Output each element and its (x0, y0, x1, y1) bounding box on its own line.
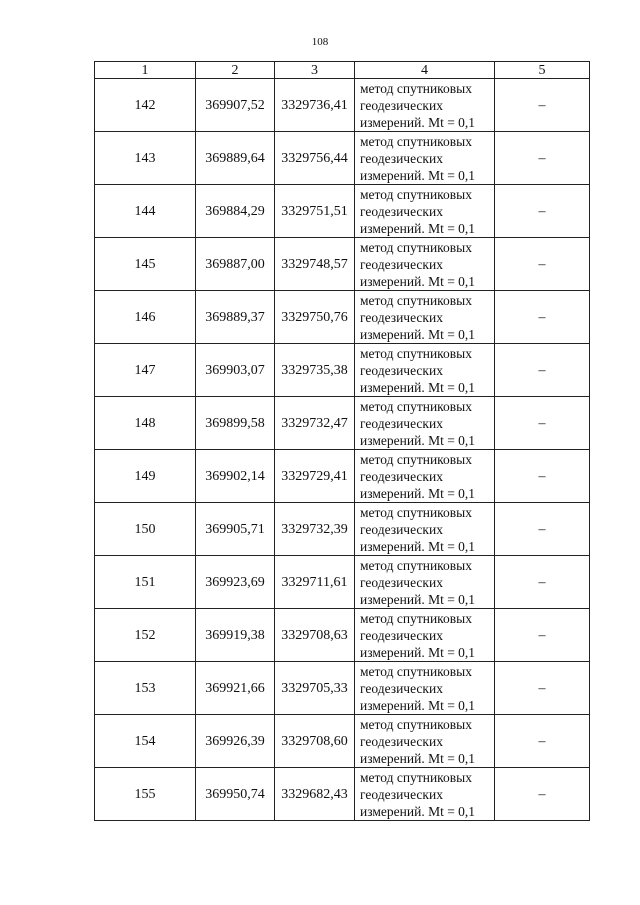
column-header-3: 3 (275, 62, 355, 79)
x-coordinate-cell: 369902,14 (196, 450, 275, 503)
note-cell: – (495, 132, 590, 185)
table-row (95, 768, 590, 821)
note-cell: – (495, 79, 590, 132)
note-cell: – (495, 662, 590, 715)
x-coordinate-cell: 369903,07 (196, 344, 275, 397)
method-cell: метод спутниковых геодезических измерений. Mt = 0,1 (355, 768, 495, 821)
method-cell: метод спутниковых геодезических измерений. Mt = 0,1 (355, 132, 495, 185)
table-row (95, 662, 590, 715)
method-cell: метод спутниковых геодезических измерений. Mt = 0,1 (355, 503, 495, 556)
x-coordinate-cell: 369887,00 (196, 238, 275, 291)
table-row (95, 344, 590, 397)
method-cell: метод спутниковых геодезических измерений. Mt = 0,1 (355, 397, 495, 450)
method-cell: метод спутниковых геодезических измерений. Mt = 0,1 (355, 662, 495, 715)
y-coordinate-cell: 3329708,63 (275, 609, 355, 662)
y-coordinate-cell: 3329750,76 (275, 291, 355, 344)
y-coordinate-cell: 3329711,61 (275, 556, 355, 609)
method-cell: метод спутниковых геодезических измерений. Mt = 0,1 (355, 238, 495, 291)
column-header-2: 2 (196, 62, 275, 79)
note-cell: – (495, 185, 590, 238)
point-number-cell: 151 (95, 556, 196, 609)
table-row (95, 450, 590, 503)
point-number-cell: 143 (95, 132, 196, 185)
table-row (95, 79, 590, 132)
x-coordinate-cell: 369899,58 (196, 397, 275, 450)
note-cell: – (495, 503, 590, 556)
note-cell: – (495, 768, 590, 821)
y-coordinate-cell: 3329732,39 (275, 503, 355, 556)
x-coordinate-cell: 369907,52 (196, 79, 275, 132)
y-coordinate-cell: 3329708,60 (275, 715, 355, 768)
x-coordinate-cell: 369919,38 (196, 609, 275, 662)
note-cell: – (495, 397, 590, 450)
y-coordinate-cell: 3329756,44 (275, 132, 355, 185)
note-cell: – (495, 450, 590, 503)
table-row (95, 132, 590, 185)
note-cell: – (495, 238, 590, 291)
x-coordinate-cell: 369921,66 (196, 662, 275, 715)
point-number-cell: 155 (95, 768, 196, 821)
point-number-cell: 153 (95, 662, 196, 715)
column-header-1: 1 (95, 62, 196, 79)
table-row (95, 185, 590, 238)
y-coordinate-cell: 3329751,51 (275, 185, 355, 238)
x-coordinate-cell: 369950,74 (196, 768, 275, 821)
point-number-cell: 145 (95, 238, 196, 291)
point-number-cell: 150 (95, 503, 196, 556)
point-number-cell: 154 (95, 715, 196, 768)
coordinates-table (94, 61, 590, 821)
x-coordinate-cell: 369926,39 (196, 715, 275, 768)
y-coordinate-cell: 3329735,38 (275, 344, 355, 397)
y-coordinate-cell: 3329729,41 (275, 450, 355, 503)
table-row (95, 556, 590, 609)
table-body (95, 79, 590, 821)
point-number-cell: 142 (95, 79, 196, 132)
x-coordinate-cell: 369884,29 (196, 185, 275, 238)
x-coordinate-cell: 369889,64 (196, 132, 275, 185)
table-row (95, 715, 590, 768)
column-header-5: 5 (495, 62, 590, 79)
table-row (95, 609, 590, 662)
column-header-4: 4 (355, 62, 495, 79)
page-number: 108 (311, 36, 329, 48)
method-cell: метод спутниковых геодезических измерений. Mt = 0,1 (355, 291, 495, 344)
method-cell: метод спутниковых геодезических измерений. Mt = 0,1 (355, 556, 495, 609)
note-cell: – (495, 344, 590, 397)
method-cell: метод спутниковых геодезических измерений. Mt = 0,1 (355, 450, 495, 503)
table-header (95, 62, 590, 79)
table-row (95, 397, 590, 450)
y-coordinate-cell: 3329732,47 (275, 397, 355, 450)
table-row (95, 291, 590, 344)
point-number-cell: 149 (95, 450, 196, 503)
method-cell: метод спутниковых геодезических измерений. Mt = 0,1 (355, 79, 495, 132)
y-coordinate-cell: 3329736,41 (275, 79, 355, 132)
method-cell: метод спутниковых геодезических измерений. Mt = 0,1 (355, 715, 495, 768)
table-row (95, 238, 590, 291)
method-cell: метод спутниковых геодезических измерений. Mt = 0,1 (355, 185, 495, 238)
point-number-cell: 148 (95, 397, 196, 450)
point-number-cell: 144 (95, 185, 196, 238)
point-number-cell: 146 (95, 291, 196, 344)
y-coordinate-cell: 3329682,43 (275, 768, 355, 821)
x-coordinate-cell: 369923,69 (196, 556, 275, 609)
point-number-cell: 147 (95, 344, 196, 397)
note-cell: – (495, 291, 590, 344)
method-cell: метод спутниковых геодезических измерений. Mt = 0,1 (355, 609, 495, 662)
note-cell: – (495, 556, 590, 609)
y-coordinate-cell: 3329748,57 (275, 238, 355, 291)
method-cell: метод спутниковых геодезических измерений. Mt = 0,1 (355, 344, 495, 397)
x-coordinate-cell: 369905,71 (196, 503, 275, 556)
header-row (95, 62, 590, 79)
point-number-cell: 152 (95, 609, 196, 662)
x-coordinate-cell: 369889,37 (196, 291, 275, 344)
note-cell: – (495, 715, 590, 768)
y-coordinate-cell: 3329705,33 (275, 662, 355, 715)
table-row (95, 503, 590, 556)
note-cell: – (495, 609, 590, 662)
